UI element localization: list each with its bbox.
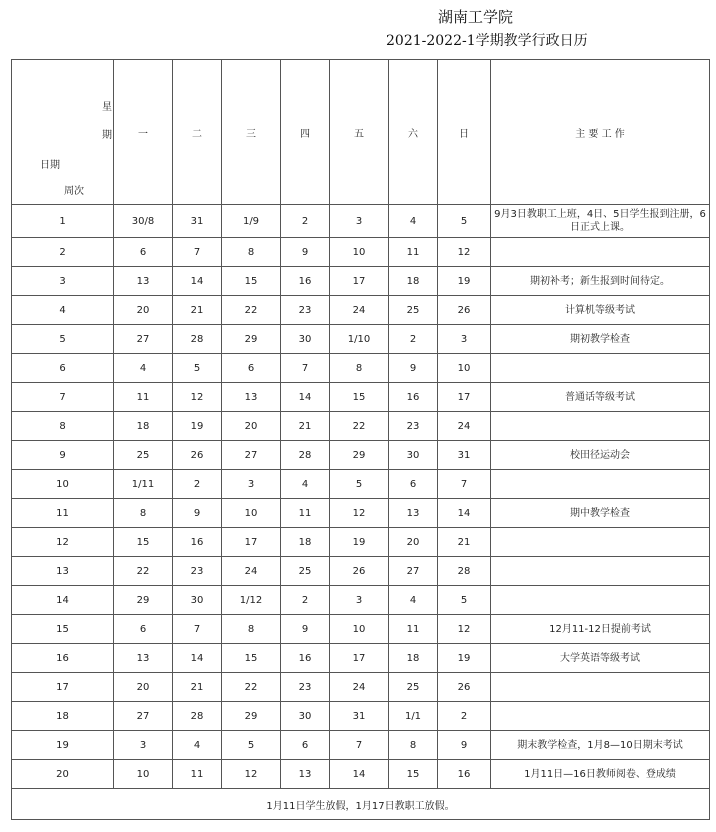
date-cell: 5 xyxy=(438,205,491,238)
date-cell: 19 xyxy=(438,644,491,673)
date-cell: 4 xyxy=(281,470,330,499)
date-cell: 23 xyxy=(389,412,438,441)
work-note: 期中教学检查 xyxy=(491,499,710,528)
day-header-wed: 三 xyxy=(222,60,281,205)
date-cell: 7 xyxy=(173,238,222,267)
date-cell: 12 xyxy=(222,760,281,789)
date-cell: 1/10 xyxy=(330,325,389,354)
date-cell: 24 xyxy=(438,412,491,441)
week-row xyxy=(12,586,710,615)
date-cell: 6 xyxy=(114,615,173,644)
work-note xyxy=(491,528,710,557)
week-number: 7 xyxy=(12,383,114,412)
date-cell: 15 xyxy=(330,383,389,412)
date-cell: 15 xyxy=(114,528,173,557)
work-note: 普通话等级考试 xyxy=(491,383,710,412)
week-row xyxy=(12,731,710,760)
date-cell: 3 xyxy=(114,731,173,760)
week-row xyxy=(12,702,710,731)
date-cell: 27 xyxy=(114,702,173,731)
date-cell: 19 xyxy=(330,528,389,557)
date-cell: 4 xyxy=(389,205,438,238)
corner-qi: 期 xyxy=(102,130,112,141)
date-cell: 19 xyxy=(173,412,222,441)
date-cell: 2 xyxy=(438,702,491,731)
week-row xyxy=(12,205,710,238)
date-cell: 8 xyxy=(222,238,281,267)
week-row xyxy=(12,644,710,673)
date-cell: 26 xyxy=(438,673,491,702)
week-number: 18 xyxy=(12,702,114,731)
date-cell: 29 xyxy=(330,441,389,470)
week-row xyxy=(12,528,710,557)
date-cell: 14 xyxy=(438,499,491,528)
date-cell: 13 xyxy=(114,267,173,296)
date-cell: 28 xyxy=(281,441,330,470)
date-cell: 14 xyxy=(330,760,389,789)
date-cell: 5 xyxy=(173,354,222,383)
date-cell: 4 xyxy=(389,586,438,615)
date-cell: 8 xyxy=(330,354,389,383)
work-note xyxy=(491,557,710,586)
date-cell: 14 xyxy=(281,383,330,412)
date-cell: 10 xyxy=(330,238,389,267)
week-number: 10 xyxy=(12,470,114,499)
date-cell: 6 xyxy=(281,731,330,760)
date-cell: 31 xyxy=(173,205,222,238)
date-cell: 22 xyxy=(114,557,173,586)
work-note xyxy=(491,586,710,615)
work-note: 期末教学检查，1月8—10日期末考试 xyxy=(491,731,710,760)
week-number: 2 xyxy=(12,238,114,267)
date-cell: 5 xyxy=(330,470,389,499)
date-cell: 1/11 xyxy=(114,470,173,499)
week-number: 1 xyxy=(12,205,114,238)
date-cell: 22 xyxy=(222,296,281,325)
date-cell: 7 xyxy=(281,354,330,383)
date-cell: 5 xyxy=(438,586,491,615)
date-cell: 25 xyxy=(114,441,173,470)
date-cell: 21 xyxy=(281,412,330,441)
work-note xyxy=(491,354,710,383)
week-number: 12 xyxy=(12,528,114,557)
date-cell: 6 xyxy=(222,354,281,383)
date-cell: 4 xyxy=(114,354,173,383)
date-cell: 8 xyxy=(222,615,281,644)
date-cell: 20 xyxy=(222,412,281,441)
date-cell: 6 xyxy=(389,470,438,499)
date-cell: 13 xyxy=(114,644,173,673)
week-row xyxy=(12,325,710,354)
date-cell: 15 xyxy=(222,267,281,296)
day-header-mon: 一 xyxy=(114,60,173,205)
date-cell: 16 xyxy=(389,383,438,412)
week-row xyxy=(12,267,710,296)
date-cell: 15 xyxy=(222,644,281,673)
date-cell: 29 xyxy=(114,586,173,615)
date-cell: 18 xyxy=(281,528,330,557)
week-number: 3 xyxy=(12,267,114,296)
date-cell: 3 xyxy=(330,586,389,615)
work-note: 9月3日教职工上班，4日、5日学生报到注册，6日正式上课。 xyxy=(491,205,710,238)
work-note: 期初教学检查 xyxy=(491,325,710,354)
date-cell: 30 xyxy=(389,441,438,470)
date-cell: 28 xyxy=(173,325,222,354)
date-cell: 25 xyxy=(389,296,438,325)
week-number: 13 xyxy=(12,557,114,586)
date-cell: 21 xyxy=(438,528,491,557)
week-row xyxy=(12,760,710,789)
date-cell: 23 xyxy=(173,557,222,586)
date-cell: 10 xyxy=(222,499,281,528)
header-row xyxy=(12,60,710,205)
week-row xyxy=(12,557,710,586)
date-cell: 2 xyxy=(281,205,330,238)
date-cell: 3 xyxy=(438,325,491,354)
calendar-title: 2021-2022-1学期教学行政日历 xyxy=(386,33,588,49)
week-number: 8 xyxy=(12,412,114,441)
work-note xyxy=(491,470,710,499)
day-header-tue: 二 xyxy=(173,60,222,205)
date-cell: 18 xyxy=(389,644,438,673)
week-row xyxy=(12,673,710,702)
date-cell: 31 xyxy=(438,441,491,470)
week-number: 4 xyxy=(12,296,114,325)
work-note: 12月11-12日提前考试 xyxy=(491,615,710,644)
date-cell: 25 xyxy=(389,673,438,702)
date-cell: 28 xyxy=(173,702,222,731)
date-cell: 29 xyxy=(222,325,281,354)
date-cell: 22 xyxy=(222,673,281,702)
date-cell: 6 xyxy=(114,238,173,267)
week-number: 19 xyxy=(12,731,114,760)
date-cell: 16 xyxy=(438,760,491,789)
work-note xyxy=(491,238,710,267)
footer-note: 1月11日学生放假，1月17日教职工放假。 xyxy=(12,789,710,820)
work-note xyxy=(491,412,710,441)
corner-cell xyxy=(12,60,114,205)
calendar-table xyxy=(11,59,710,820)
work-note: 大学英语等级考试 xyxy=(491,644,710,673)
date-cell: 11 xyxy=(389,615,438,644)
date-cell: 23 xyxy=(281,296,330,325)
date-cell: 18 xyxy=(389,267,438,296)
date-cell: 7 xyxy=(438,470,491,499)
day-header-sun: 日 xyxy=(438,60,491,205)
week-row xyxy=(12,499,710,528)
date-cell: 26 xyxy=(438,296,491,325)
week-number: 15 xyxy=(12,615,114,644)
date-cell: 27 xyxy=(389,557,438,586)
date-cell: 10 xyxy=(330,615,389,644)
date-cell: 13 xyxy=(222,383,281,412)
date-cell: 17 xyxy=(438,383,491,412)
date-cell: 11 xyxy=(389,238,438,267)
date-cell: 12 xyxy=(438,615,491,644)
week-number: 14 xyxy=(12,586,114,615)
date-cell: 15 xyxy=(389,760,438,789)
week-row xyxy=(12,383,710,412)
date-cell: 24 xyxy=(222,557,281,586)
date-cell: 20 xyxy=(114,673,173,702)
date-cell: 3 xyxy=(222,470,281,499)
date-cell: 26 xyxy=(173,441,222,470)
date-cell: 11 xyxy=(281,499,330,528)
date-cell: 17 xyxy=(222,528,281,557)
date-cell: 4 xyxy=(173,731,222,760)
date-cell: 26 xyxy=(330,557,389,586)
work-note xyxy=(491,673,710,702)
date-cell: 30 xyxy=(173,586,222,615)
date-cell: 9 xyxy=(281,238,330,267)
date-cell: 27 xyxy=(114,325,173,354)
week-row xyxy=(12,412,710,441)
date-cell: 5 xyxy=(222,731,281,760)
date-cell: 31 xyxy=(330,702,389,731)
work-note: 计算机等级考试 xyxy=(491,296,710,325)
date-cell: 27 xyxy=(222,441,281,470)
date-cell: 24 xyxy=(330,673,389,702)
day-header-sat: 六 xyxy=(389,60,438,205)
week-row xyxy=(12,470,710,499)
date-cell: 9 xyxy=(281,615,330,644)
school-name: 湖南工学院 xyxy=(438,8,514,26)
date-cell: 16 xyxy=(281,267,330,296)
week-number: 5 xyxy=(12,325,114,354)
week-number: 6 xyxy=(12,354,114,383)
date-cell: 16 xyxy=(281,644,330,673)
work-note: 校田径运动会 xyxy=(491,441,710,470)
date-cell: 11 xyxy=(173,760,222,789)
date-cell: 13 xyxy=(281,760,330,789)
week-row xyxy=(12,615,710,644)
date-cell: 21 xyxy=(173,673,222,702)
week-row xyxy=(12,296,710,325)
date-cell: 22 xyxy=(330,412,389,441)
date-cell: 17 xyxy=(330,644,389,673)
work-note: 期初补考；新生报到时间待定。 xyxy=(491,267,710,296)
work-header: 主 要 工 作 xyxy=(491,60,710,205)
date-cell: 2 xyxy=(389,325,438,354)
day-header-thu: 四 xyxy=(281,60,330,205)
date-cell: 1/1 xyxy=(389,702,438,731)
date-cell: 9 xyxy=(173,499,222,528)
date-cell: 23 xyxy=(281,673,330,702)
date-cell: 18 xyxy=(114,412,173,441)
work-note: 1月11日—16日教师阅卷、登成绩 xyxy=(491,760,710,789)
date-cell: 28 xyxy=(438,557,491,586)
date-cell: 9 xyxy=(438,731,491,760)
week-number: 11 xyxy=(12,499,114,528)
week-row xyxy=(12,238,710,267)
date-cell: 16 xyxy=(173,528,222,557)
date-cell: 20 xyxy=(389,528,438,557)
date-cell: 9 xyxy=(389,354,438,383)
date-cell: 30 xyxy=(281,325,330,354)
date-cell: 7 xyxy=(330,731,389,760)
date-cell: 1/12 xyxy=(222,586,281,615)
week-row xyxy=(12,441,710,470)
date-cell: 12 xyxy=(173,383,222,412)
date-cell: 24 xyxy=(330,296,389,325)
date-cell: 21 xyxy=(173,296,222,325)
date-cell: 3 xyxy=(330,205,389,238)
date-cell: 30 xyxy=(281,702,330,731)
date-cell: 13 xyxy=(389,499,438,528)
date-cell: 7 xyxy=(173,615,222,644)
week-number: 9 xyxy=(12,441,114,470)
date-cell: 11 xyxy=(114,383,173,412)
date-cell: 14 xyxy=(173,644,222,673)
week-number: 17 xyxy=(12,673,114,702)
corner-zhouci: 周次 xyxy=(64,186,84,197)
date-cell: 12 xyxy=(438,238,491,267)
footer-row xyxy=(12,789,710,820)
date-cell: 2 xyxy=(281,586,330,615)
date-cell: 29 xyxy=(222,702,281,731)
week-number: 16 xyxy=(12,644,114,673)
date-cell: 1/9 xyxy=(222,205,281,238)
date-cell: 12 xyxy=(330,499,389,528)
date-cell: 25 xyxy=(281,557,330,586)
work-note xyxy=(491,702,710,731)
week-number: 20 xyxy=(12,760,114,789)
day-header-fri: 五 xyxy=(330,60,389,205)
date-cell: 19 xyxy=(438,267,491,296)
date-cell: 17 xyxy=(330,267,389,296)
corner-xing: 星 xyxy=(102,102,112,113)
date-cell: 10 xyxy=(438,354,491,383)
date-cell: 20 xyxy=(114,296,173,325)
date-cell: 10 xyxy=(114,760,173,789)
corner-riqi: 日期 xyxy=(40,160,60,171)
date-cell: 8 xyxy=(389,731,438,760)
date-cell: 30/8 xyxy=(114,205,173,238)
date-cell: 14 xyxy=(173,267,222,296)
date-cell: 2 xyxy=(173,470,222,499)
date-cell: 8 xyxy=(114,499,173,528)
week-row xyxy=(12,354,710,383)
